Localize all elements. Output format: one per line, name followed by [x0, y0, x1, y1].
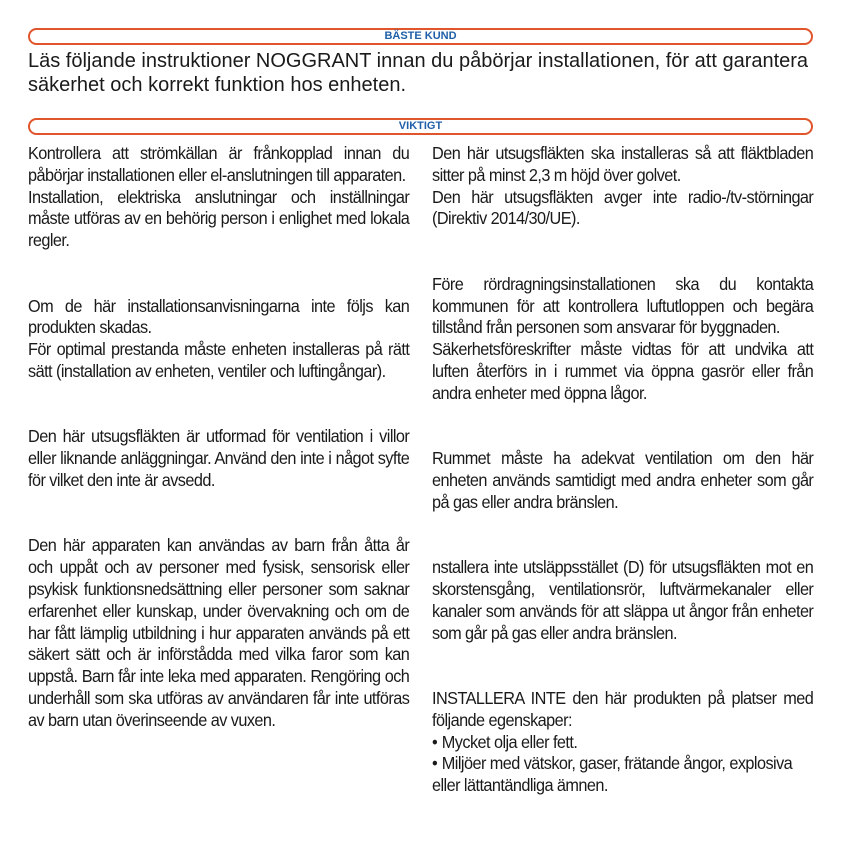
important-banner: VIKTIGT — [28, 118, 813, 135]
intended-use-text: Den här utsugsfläkten är utformad för ventilation i villor eller liknande anläggningar. Använd den inte i något syfte för vilket den inte är avsedd. — [28, 426, 410, 490]
backflow-precaution-text: Säkerhetsföreskrifter måste vidtas för att undvika att luften återförs in i rummet via öppna gasrör eller från andra enheter med öppna lågor. — [432, 339, 814, 403]
do-not-install-text: INSTALLERA INTE den här produkten på platser med följande egenskaper: — [432, 687, 814, 730]
interference-text: Den här utsugsfläkten avger inte radio-/tv-störningar (Direktiv 2014/30/UE). — [432, 186, 814, 229]
municipality-contact-text: Före rördragningsinstallationen ska du kontakta kommunen för att kontrollera luftutloppen och begära tillstånd från personen som ansvarar för byggnaden. — [432, 273, 814, 338]
children-safety-text: Den här apparaten kan användas av barn från åtta år och uppåt och av personer med fysisk, sensorisk eller psykisk funktionsnedsättning eller personer som saknar erfarenhet eller kunskap, under övervakning och om de har fått lämplig utbildning i hur apparaten används på ett säkert sätt och är införstådda med vilka faror som kan uppstå. Barn får inte leka med apparaten. Rengöring och underhåll som ska utföras av användaren får inte utföras av barn utan överinseende av vuxen. — [28, 535, 410, 730]
right-column — [432, 143, 813, 797]
restricted-locations-list — [432, 732, 813, 797]
qualified-person-text: Installation, elektriska anslutningar och inställningar måste utföras av en behörig person i enlighet med lokala regler. — [28, 186, 410, 251]
power-disconnect-text: Kontrollera att strömkällan är frånkopplad innan du påbörjar installationen eller el-anslutningen till apparaten. — [28, 143, 410, 185]
damage-warning-text: Om de här installationsanvisningarna inte följs kan produkten skadas. — [28, 295, 410, 338]
intro-text: Läs följande instruktioner NOGGRANT innan du påbörjar installationen, för att garantera säkerhet och korrekt funktion hos enheten. — [28, 50, 809, 96]
dear-customer-banner: BÄSTE KUND — [28, 28, 813, 45]
installation-height-text: Den här utsugsfläkten ska installeras så att fläktbladen sitter på minst 2,3 m höjd över golvet. — [432, 143, 814, 185]
list-item: • Miljöer med vätskor, gaser, frätande ångor, explosiva eller lättantändliga ämnen. — [432, 753, 813, 797]
optimal-performance-text: För optimal prestanda måste enheten installeras på rätt sätt (installation av enheten, ventiler och luftingångar). — [28, 339, 410, 381]
list-item: • Mycket olja eller fett. — [432, 732, 813, 754]
ventilation-requirement-text: Rummet måste ha adekvat ventilation om den här enheten används samtidigt med andra enheter som går på gas eller andra bränslen. — [432, 448, 814, 512]
outlet-placement-text: nstallera inte utsläppsstället (D) för utsugsfläkten mot en skorstensgång, ventilationsrör, luftvärmekanaler eller kanaler som används för att släppa ut ångor från enheter som går på gas eller andra bränslen. — [432, 557, 814, 643]
left-column — [28, 143, 409, 732]
